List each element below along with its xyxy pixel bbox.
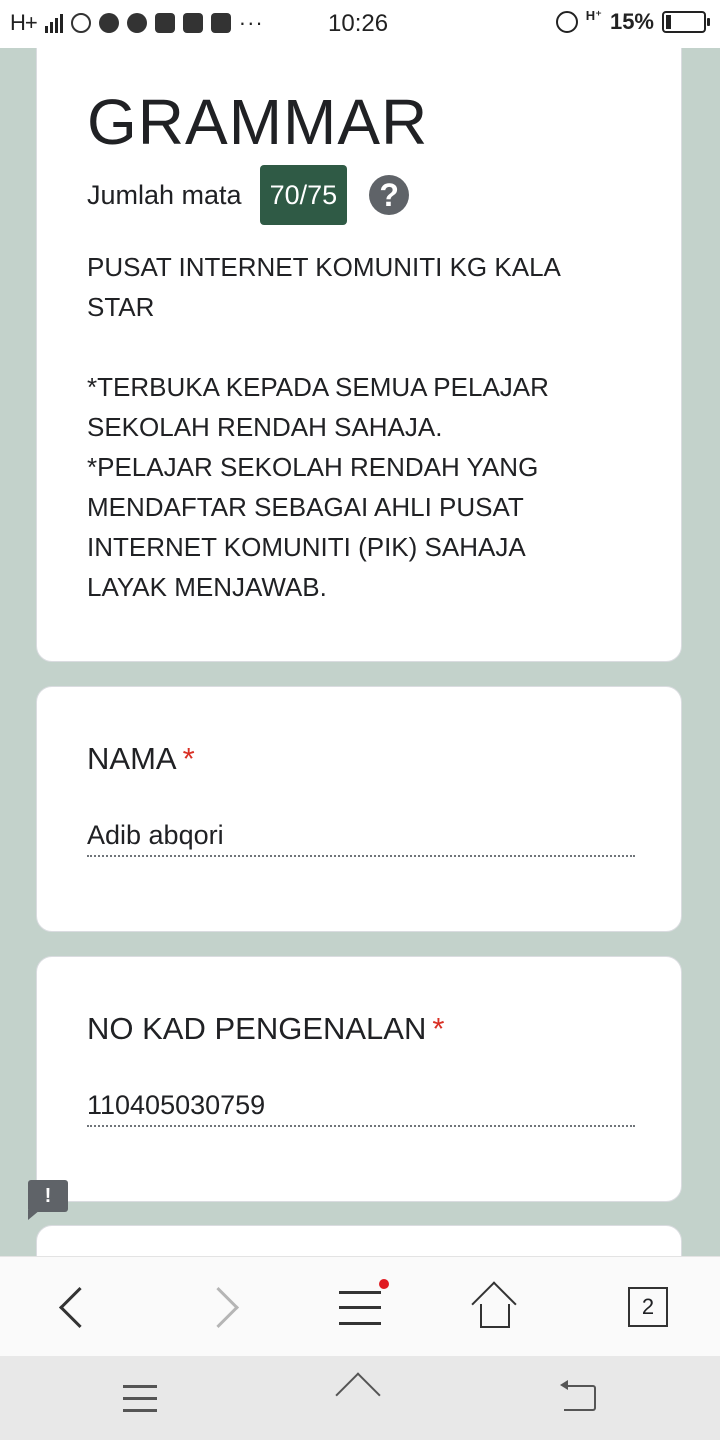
form-header-card xyxy=(36,20,682,662)
whatsapp-icon xyxy=(71,13,91,33)
required-mark: * xyxy=(432,1011,445,1046)
facebook-icon xyxy=(155,13,175,33)
score-label: Jumlah mata xyxy=(87,179,242,210)
status-bar xyxy=(0,0,720,48)
system-back-button[interactable] xyxy=(530,1356,630,1440)
network-type: H+ xyxy=(10,10,37,35)
tabs-button[interactable] xyxy=(598,1257,698,1357)
form-title: GRAMMAR xyxy=(87,86,429,158)
battery-icon xyxy=(662,11,706,33)
signal-icon xyxy=(45,13,63,33)
form-description xyxy=(87,247,607,607)
secondary-network: H⁺ xyxy=(585,8,602,23)
chat-icon xyxy=(99,13,119,33)
required-mark: * xyxy=(182,741,195,776)
answer-field-ic[interactable]: 110405030759 xyxy=(87,1087,635,1127)
description-line: PUSAT INTERNET KOMUNITI KG KALA STAR xyxy=(87,252,560,322)
menu-button[interactable] xyxy=(310,1257,410,1357)
notification-dot xyxy=(379,1279,389,1289)
recent-apps-button[interactable] xyxy=(90,1356,190,1440)
question-card-ic xyxy=(36,956,682,1202)
question-title xyxy=(87,1011,444,1047)
system-home-button[interactable] xyxy=(310,1356,410,1440)
back-button[interactable] xyxy=(22,1257,122,1357)
score-row xyxy=(87,165,409,225)
tab-count: 2 xyxy=(628,1287,668,1327)
browser-toolbar xyxy=(0,1256,720,1357)
description-line: *TERBUKA KEPADA SEMUA PELAJAR SEKOLAH RENDAH SAHAJA. xyxy=(87,372,549,442)
status-left xyxy=(10,10,264,36)
shop-icon xyxy=(183,13,203,33)
description-spacer xyxy=(87,327,607,367)
home-button[interactable] xyxy=(444,1257,544,1357)
battery-percent: 15% xyxy=(609,9,654,34)
home-icon xyxy=(474,1287,514,1327)
system-navigation-bar xyxy=(0,1356,720,1440)
back-arrow-icon xyxy=(564,1385,596,1411)
forward-button[interactable] xyxy=(175,1257,275,1357)
chevron-right-icon xyxy=(197,1286,238,1327)
answer-field-nama[interactable]: Adib abqori xyxy=(87,817,635,857)
score-badge: 70/75 xyxy=(260,165,348,225)
home-icon xyxy=(340,1385,380,1411)
question-label: NAMA xyxy=(87,741,177,776)
more-notifications-icon: ··· xyxy=(238,10,264,35)
alarm-icon xyxy=(556,11,578,33)
messenger-icon xyxy=(127,13,147,33)
question-label: NO KAD PENGENALAN xyxy=(87,1011,427,1046)
menu-icon xyxy=(339,1289,381,1325)
chevron-left-icon xyxy=(58,1286,99,1327)
clock: 10:26 xyxy=(328,10,389,37)
help-icon[interactable]: ? xyxy=(369,175,409,215)
description-line: *PELAJAR SEKOLAH RENDAH YANG MENDAFTAR SEBAGAI AHLI PUSAT INTERNET KOMUNITI (PIK) SAHAJA LAYAK MENJAWAB. xyxy=(87,452,539,602)
menu-icon xyxy=(123,1385,157,1411)
data-icon xyxy=(211,13,231,33)
question-card-nama xyxy=(36,686,682,932)
report-feedback-icon[interactable]: ! xyxy=(28,1180,68,1212)
question-title xyxy=(87,741,195,777)
status-right xyxy=(556,9,706,35)
